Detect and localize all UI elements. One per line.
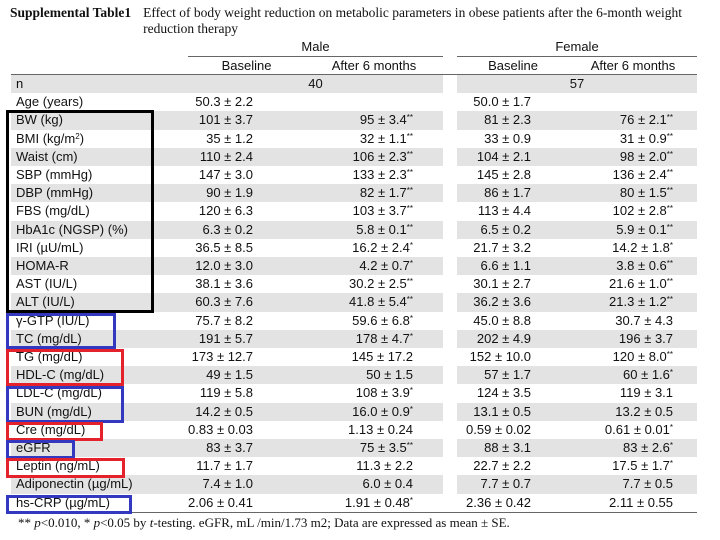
female-after-value: 21.3 ± 1.2** bbox=[569, 293, 697, 311]
caption-label: Supplemental Table1 bbox=[10, 5, 132, 20]
male-after-value: 178 ± 4.7* bbox=[305, 330, 443, 348]
table-row bbox=[11, 202, 697, 220]
female-baseline-value: 113 ± 4.4 bbox=[477, 203, 531, 219]
table-row bbox=[11, 312, 697, 330]
row-label: DBP (mmHg) bbox=[11, 184, 188, 202]
male-baseline-value: 36.5 ± 8.5 bbox=[195, 239, 253, 255]
female-after-value: 98 ± 2.0** bbox=[569, 148, 697, 166]
female-baseline-value: 57 ± 1.7 bbox=[457, 366, 569, 384]
row-label: TG (mg/dL) bbox=[16, 349, 83, 365]
female-after-value: 80 ± 1.5** bbox=[569, 184, 697, 202]
male-baseline-value: 110 ± 2.4 bbox=[188, 148, 305, 166]
male-baseline-value: 60.3 ± 7.6 bbox=[188, 293, 305, 311]
row-label: Age (years) bbox=[16, 94, 84, 110]
table-row bbox=[11, 75, 697, 94]
female-baseline-header: Baseline bbox=[457, 56, 569, 75]
table-row bbox=[11, 403, 697, 421]
group-header-row bbox=[11, 38, 697, 56]
male-baseline-value: 7.4 ± 1.0 bbox=[188, 475, 305, 493]
female-baseline-value: 6.5 ± 0.2 bbox=[457, 221, 569, 239]
female-baseline-value: 21.7 ± 3.2 bbox=[473, 239, 531, 255]
table-row bbox=[11, 148, 697, 166]
table-row bbox=[11, 166, 697, 184]
female-after-value: 14.2 ± 1.8* bbox=[612, 239, 674, 255]
female-header: Female bbox=[457, 38, 697, 56]
female-n: 57 bbox=[457, 75, 697, 94]
female-baseline-value: 6.6 ± 1.1 bbox=[457, 257, 569, 275]
row-label: SBP (mmHg) bbox=[16, 167, 93, 183]
female-after-value: 60 ± 1.6* bbox=[569, 366, 697, 384]
female-baseline-value: 202 ± 4.9 bbox=[457, 330, 569, 348]
male-baseline-value: 191 ± 5.7 bbox=[188, 330, 305, 348]
male-after-value: 4.2 ± 0.7* bbox=[305, 257, 443, 275]
male-after-value: 16.0 ± 0.9* bbox=[305, 403, 443, 421]
male-baseline-value: 6.3 ± 0.2 bbox=[188, 221, 305, 239]
female-after-value: 83 ± 2.6* bbox=[569, 439, 697, 457]
table-caption bbox=[10, 5, 710, 37]
table-row bbox=[11, 384, 697, 402]
male-baseline-value: 0.83 ± 0.03 bbox=[188, 421, 253, 437]
row-label: FBS (mg/dL) bbox=[16, 203, 90, 219]
female-baseline-value: 36.2 ± 3.6 bbox=[457, 293, 569, 311]
male-after-value: 75 ± 3.5** bbox=[305, 439, 443, 457]
female-after-value: 2.11 ± 0.55 bbox=[569, 494, 697, 513]
table-row bbox=[11, 330, 697, 348]
male-after-value: 32 ± 1.1** bbox=[359, 130, 413, 146]
table-row bbox=[11, 348, 697, 366]
female-after-value bbox=[569, 93, 697, 111]
row-label: HOMA-R bbox=[11, 257, 188, 275]
female-after-value: 30.7 ± 4.3 bbox=[615, 312, 674, 328]
male-baseline-value: 90 ± 1.9 bbox=[188, 184, 305, 202]
male-after-value: 108 ± 3.9* bbox=[355, 385, 413, 401]
table-row bbox=[11, 239, 697, 257]
male-baseline-value: 120 ± 6.3 bbox=[198, 203, 253, 219]
female-baseline-value: 22.7 ± 2.2 bbox=[473, 458, 531, 474]
row-label: HDL-C (mg/dL) bbox=[11, 366, 188, 384]
female-baseline-value: 86 ± 1.7 bbox=[457, 184, 569, 202]
caption-text: Effect of body weight reduction on metabolic parameters in obese patients after the 6-month weight reduction therapy bbox=[143, 5, 682, 36]
table-row bbox=[11, 184, 697, 202]
female-baseline-value: 81 ± 2.3 bbox=[457, 111, 569, 129]
row-label: BW (kg) bbox=[11, 111, 188, 129]
female-after-value: 0.61 ± 0.01* bbox=[604, 421, 674, 437]
male-baseline-header: Baseline bbox=[188, 56, 305, 75]
male-after-value: 145 ± 17.2 bbox=[351, 349, 413, 365]
row-label: Cre (mg/dL) bbox=[16, 421, 86, 437]
female-baseline-value: 7.7 ± 0.7 bbox=[457, 475, 569, 493]
female-baseline-value: 124 ± 3.5 bbox=[476, 385, 531, 401]
row-label: BUN (mg/dL) bbox=[11, 403, 188, 421]
row-label: IRI (µU/mL) bbox=[16, 239, 84, 255]
male-baseline-value: 173 ± 12.7 bbox=[191, 349, 253, 365]
male-after-value: 30.2 ± 2.5** bbox=[349, 276, 413, 292]
table-row bbox=[11, 93, 697, 111]
male-baseline-value: 101 ± 3.7 bbox=[188, 111, 305, 129]
table-row bbox=[11, 457, 697, 475]
table-row bbox=[11, 439, 697, 457]
female-baseline-value: 145 ± 2.8 bbox=[476, 167, 531, 183]
female-baseline-value: 2.36 ± 0.42 bbox=[457, 494, 569, 513]
male-baseline-value: 38.1 ± 3.6 bbox=[195, 276, 253, 292]
table-row bbox=[11, 421, 697, 439]
female-baseline-value: 104 ± 2.1 bbox=[457, 148, 569, 166]
table-body bbox=[11, 75, 697, 513]
female-after-value: 13.2 ± 0.5 bbox=[569, 403, 697, 421]
table-row bbox=[11, 130, 697, 148]
male-baseline-value: 2.06 ± 0.41 bbox=[188, 494, 305, 513]
row-label: hs-CRP (µg/mL) bbox=[11, 494, 188, 513]
table-row bbox=[11, 111, 697, 129]
male-after-value: 1.91 ± 0.48* bbox=[305, 494, 443, 513]
row-label: TC (mg/dL) bbox=[11, 330, 188, 348]
male-baseline-value: 11.7 ± 1.7 bbox=[196, 458, 253, 474]
male-after-value: 6.0 ± 0.4 bbox=[305, 475, 443, 493]
male-baseline-value: 14.2 ± 0.5 bbox=[188, 403, 305, 421]
table-row bbox=[11, 257, 697, 275]
table-footnote: ** p<0.010, * p<0.05 by t-testing. eGFR, mL /min/1.73 m2; Data are expressed as mean ± SE. bbox=[18, 515, 510, 530]
male-after-value: 95 ± 3.4** bbox=[305, 111, 443, 129]
row-label: LDL-C (mg/dL) bbox=[16, 385, 102, 401]
male-after-value: 16.2 ± 2.4* bbox=[352, 239, 413, 255]
row-label: Adiponectin (µg/mL) bbox=[11, 475, 188, 493]
table-row bbox=[11, 293, 697, 311]
male-baseline-value: 35 ± 1.2 bbox=[206, 130, 253, 146]
female-after-value: 119 ± 3.1 bbox=[619, 385, 674, 401]
male-baseline-value: 49 ± 1.5 bbox=[188, 366, 305, 384]
male-after-value: 59.6 ± 6.8* bbox=[352, 312, 413, 328]
row-label: Waist (cm) bbox=[11, 148, 188, 166]
female-baseline-value: 30.1 ± 2.7 bbox=[473, 276, 531, 292]
female-after-value: 17.5 ± 1.7* bbox=[612, 458, 674, 474]
male-baseline-value: 147 ± 3.0 bbox=[198, 167, 253, 183]
female-baseline-value: 152 ± 10.0 bbox=[469, 349, 531, 365]
male-after-value: 82 ± 1.7** bbox=[305, 184, 443, 202]
row-label: HbA1c (NGSP) (%) bbox=[11, 221, 188, 239]
table-row bbox=[11, 366, 697, 384]
male-after-value: 50 ± 1.5 bbox=[305, 366, 443, 384]
results-table bbox=[11, 38, 697, 513]
row-label: Leptin (ng/mL) bbox=[16, 458, 100, 474]
row-label: n bbox=[11, 75, 188, 94]
table-row bbox=[11, 494, 697, 513]
row-label: γ-GTP (IU/L) bbox=[16, 312, 90, 328]
male-baseline-value: 83 ± 3.7 bbox=[188, 439, 305, 457]
female-after-value: 120 ± 8.0** bbox=[612, 349, 674, 365]
row-label: eGFR bbox=[11, 439, 188, 457]
male-after-value: 5.8 ± 0.1** bbox=[305, 221, 443, 239]
table-row bbox=[11, 221, 697, 239]
female-after-header: After 6 months bbox=[569, 56, 697, 75]
male-after-value: 1.13 ± 0.24 bbox=[348, 421, 413, 437]
row-label: ALT (IU/L) bbox=[11, 293, 188, 311]
male-baseline-value: 12.0 ± 3.0 bbox=[188, 257, 305, 275]
female-after-value: 102 ± 2.8** bbox=[612, 203, 674, 219]
male-baseline-value: 119 ± 5.8 bbox=[199, 385, 253, 401]
row-label: BMI $(kg/m^2)$ bbox=[16, 130, 85, 146]
male-after-value: 106 ± 2.3** bbox=[305, 148, 443, 166]
male-after-value: 133 ± 2.3** bbox=[352, 167, 413, 183]
female-after-value: 7.7 ± 0.5 bbox=[569, 475, 697, 493]
female-baseline-value: 13.1 ± 0.5 bbox=[457, 403, 569, 421]
table-row bbox=[11, 475, 697, 493]
female-after-value: 3.8 ± 0.6** bbox=[569, 257, 697, 275]
male-after-value bbox=[305, 93, 443, 111]
female-after-value: 5.9 ± 0.1** bbox=[569, 221, 697, 239]
female-baseline-value: 45.0 ± 8.8 bbox=[473, 312, 531, 328]
male-baseline-value: 75.7 ± 8.2 bbox=[195, 312, 253, 328]
female-baseline-value: 33 ± 0.9 bbox=[484, 130, 531, 146]
female-baseline-value: 50.0 ± 1.7 bbox=[473, 94, 531, 110]
female-after-value: 76 ± 2.1** bbox=[569, 111, 697, 129]
male-header: Male bbox=[188, 38, 443, 56]
female-after-value: 31 ± 0.9** bbox=[619, 130, 674, 146]
column-header-row bbox=[11, 56, 697, 75]
male-n: 40 bbox=[188, 75, 443, 94]
male-after-value: 103 ± 3.7** bbox=[352, 203, 413, 219]
female-after-value: 196 ± 3.7 bbox=[569, 330, 697, 348]
male-after-value: 41.8 ± 5.4** bbox=[305, 293, 443, 311]
male-after-header: After 6 months bbox=[305, 56, 443, 75]
female-baseline-value: 88 ± 3.1 bbox=[457, 439, 569, 457]
female-after-value: 21.6 ± 1.0** bbox=[609, 276, 674, 292]
female-baseline-value: 0.59 ± 0.02 bbox=[466, 421, 531, 437]
female-after-value: 136 ± 2.4** bbox=[612, 167, 674, 183]
row-label: AST (IU/L) bbox=[16, 276, 78, 292]
table-row bbox=[11, 275, 697, 293]
male-baseline-value: 50.3 ± 2.2 bbox=[195, 94, 253, 110]
male-after-value: 11.3 ± 2.2 bbox=[356, 458, 413, 474]
